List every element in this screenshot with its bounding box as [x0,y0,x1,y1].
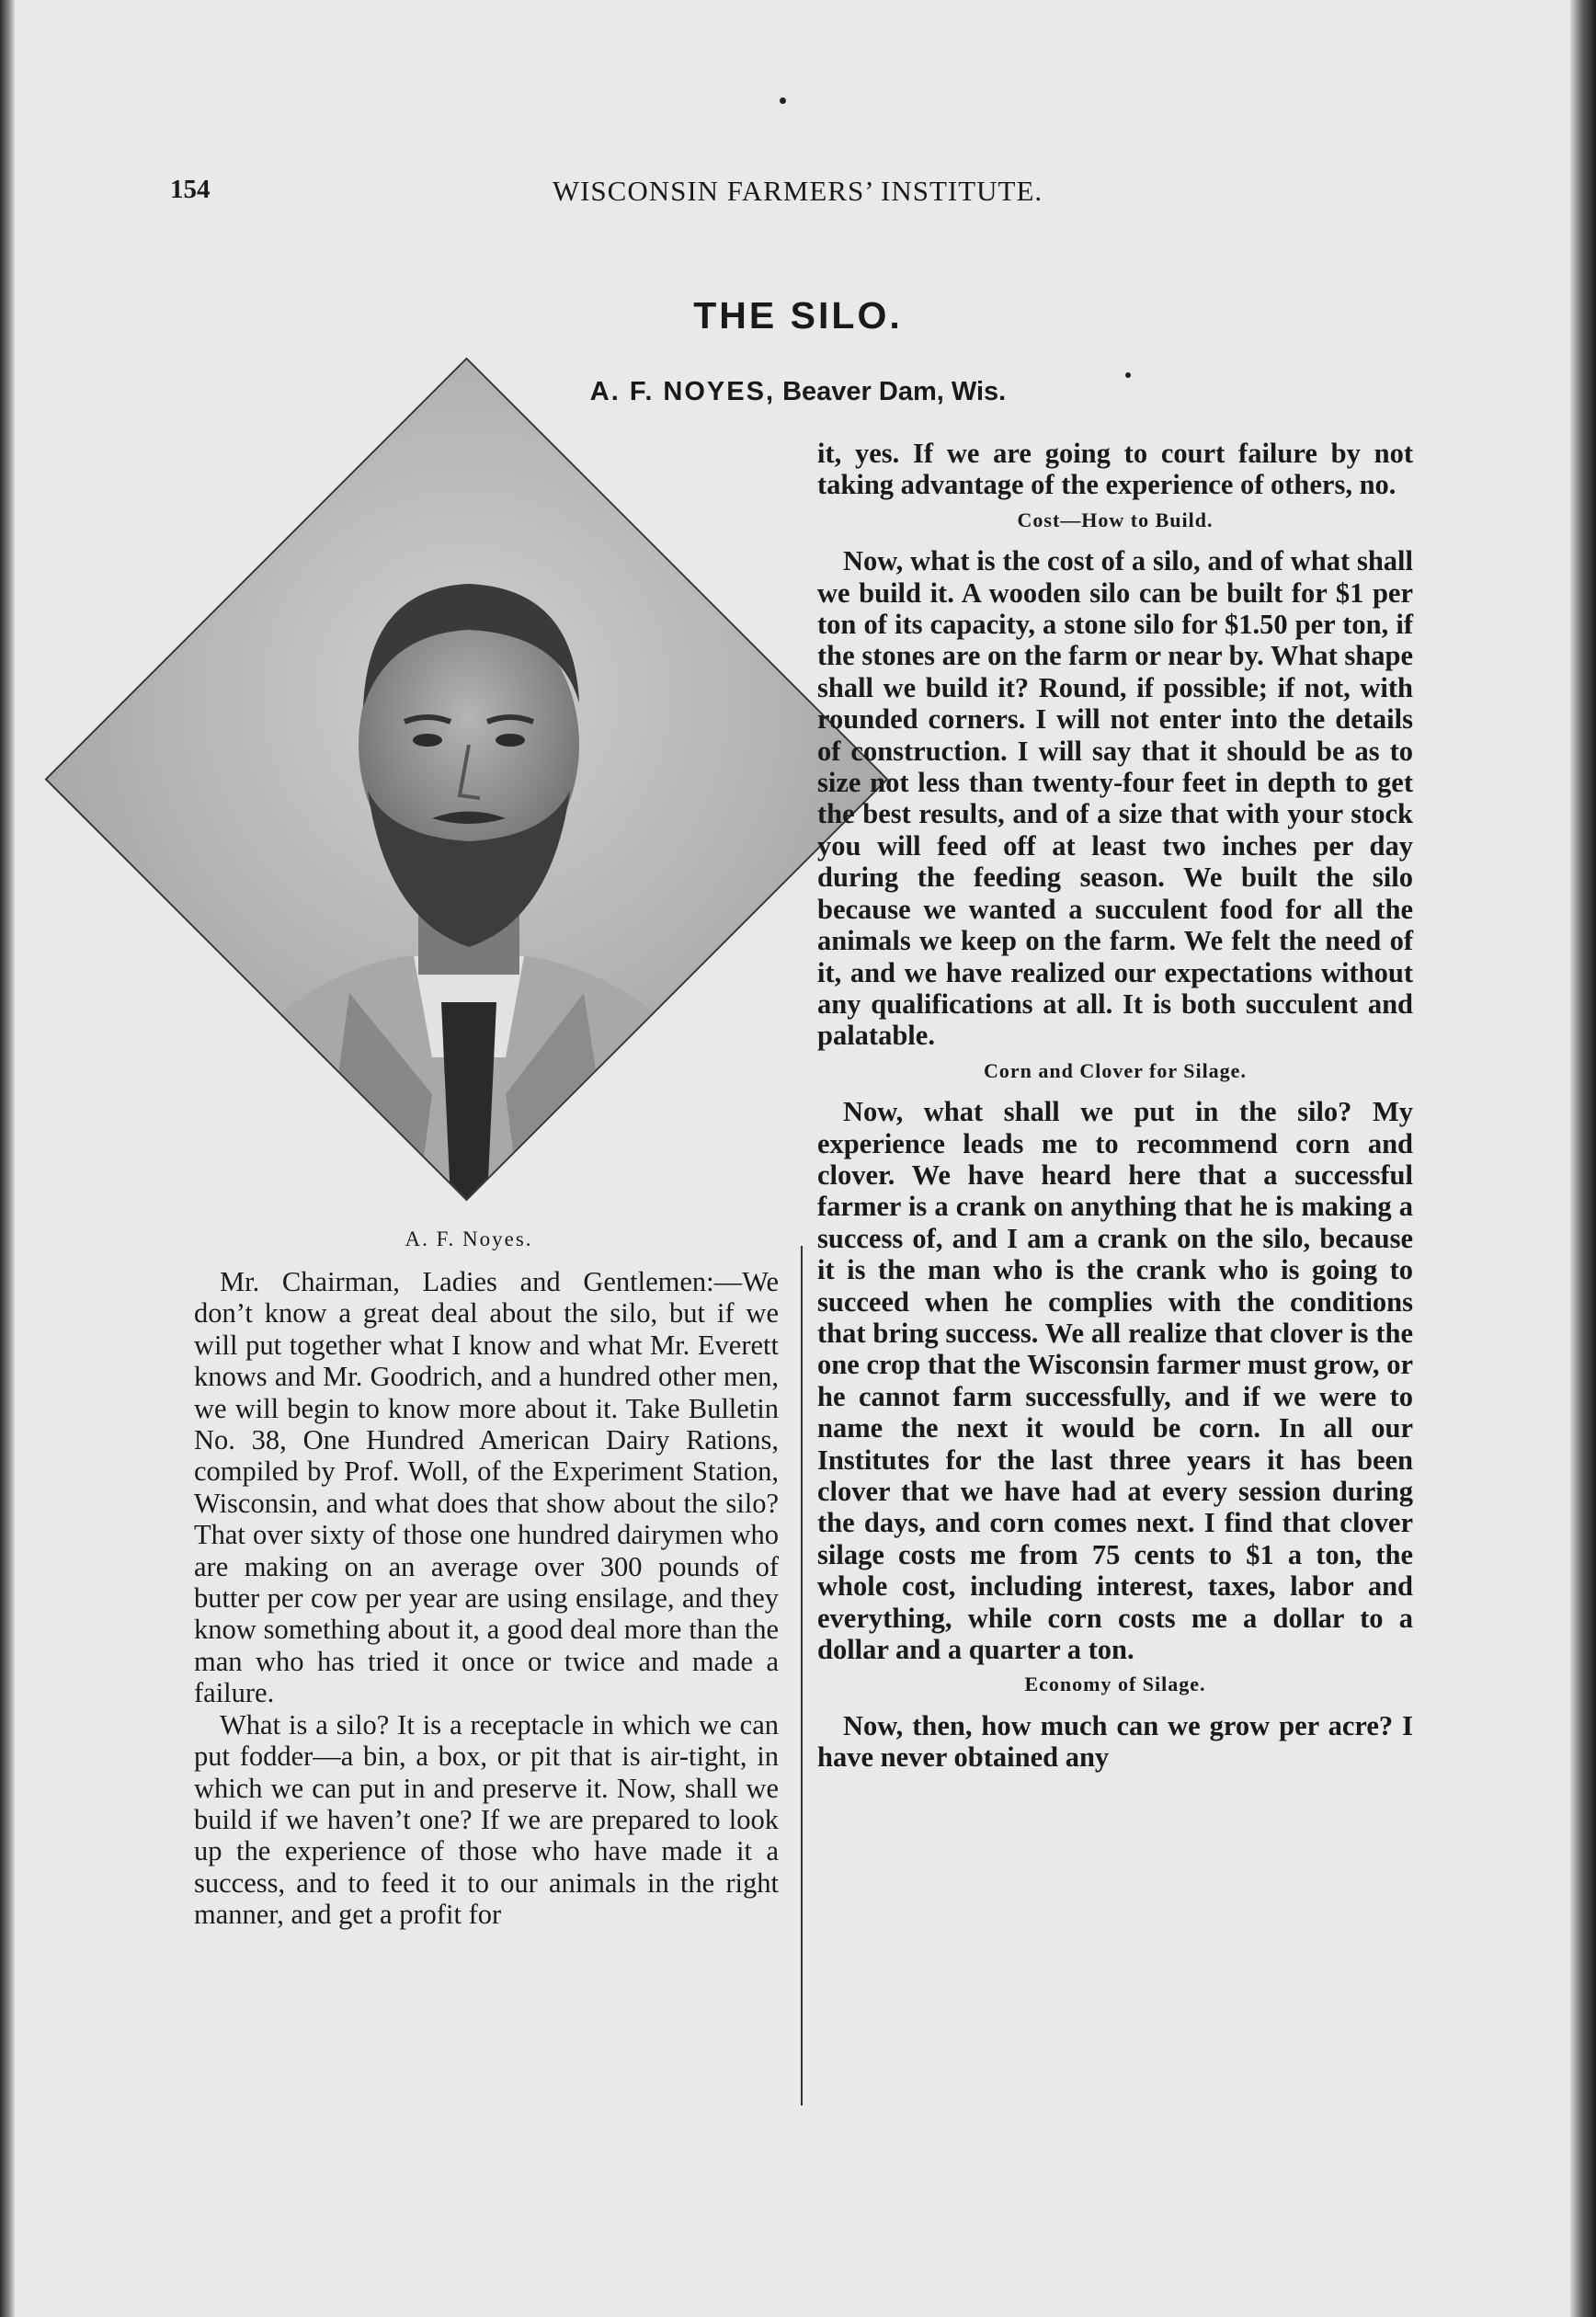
portrait-caption: A. F. Noyes. [405,1227,533,1250]
right-column [817,438,1413,1774]
article-title: THE SILO. [693,294,903,337]
section-heading: Economy of Silage. [1024,1672,1206,1696]
paragraph: Mr. Chairman, Ladies and Gentlemen:—We don’t know a great deal about the silo, but if we will put together what I know and what Mr. Everett knows and Mr. Goodrich, and a hundred other men, we will begin to know more about it. Take Bulletin No. 38, One Hundred American Dairy Rations, compiled by Prof. Woll, of the Experiment Station, Wisconsin, and what does that show about the silo? That over sixty of those one hundred dairymen who are making on an average over 300 pounds of butter per cow per year are using ensilage, and they know something about it, a good deal more than the man who has tried it once or twice and made a failure. [194,1266,779,1709]
author-name: A. F. NOYES, [589,377,776,406]
author-location: Beaver Dam, Wis. [782,377,1007,406]
running-head [170,175,1425,221]
section-heading: Corn and Clover for Silage. [984,1058,1247,1082]
page-edge-left [0,0,15,2317]
journal-title: WISCONSIN FARMERS’ INSTITUTE. [552,175,1043,207]
left-column [194,1266,779,1931]
paragraph-continuation: it, yes. If we are going to court failure by not taking advantage of the experience of others, no. [817,438,1413,501]
paragraph: What is a silo? It is a receptacle in which we can put fodder—a bin, a box, or pit that is air-tight, in which we can put in and preserve it. Now, shall we build if we haven’t one? If we are prepared to look up the experience of those who have made it a success, and to feed it to our animals in the right manner, and get a profit for [194,1708,779,1931]
paragraph: Now, what shall we put in the silo? My experience leads me to recommend corn and clover. We have heard here that a successful farmer is a crank on anything that he is making a success of, and I am a crank on the silo, because it is the man who is the crank who is going to succeed when he complies with the conditions that bring success. We all realize that clover is the one crop that the Wisconsin farmer must grow, or he cannot farm successfully, and if we were to name the next it would be corn. In all our Institutes for the last three years it has been clover that we have had at every session during the days, and corn comes next. I find that clover silage costs me from 75 cents to $1 a ton, the whole cost, including interest, taxes, labor and everything, while corn costs me a dollar to a dollar and a quarter a ton. [817,1096,1413,1666]
author-portrait [45,358,889,1202]
paragraph: Now, then, how much can we grow per acre? I have never obtained any [817,1709,1413,1774]
column-divider [801,1246,803,2106]
ink-speck [780,97,786,104]
page-edge-right [1570,0,1596,2317]
paragraph: Now, what is the cost of a silo, and of what shall we build it. A wooden silo can be built for $1 per ton of its capacity, a stone silo for $1.50 per ton, if the stones are on the farm or near by. What shape shall we build it? Round, if possible; if not, with rounded corners. I will not enter into the details of construction. I will say that it should be as to size not less than twenty-four feet in depth to get the best results, and of a size that with your stock you will feed off at least two inches per day during the feeding season. We built the silo because we wanted a succulent food for all the animals we keep on the farm. We felt the need of it, and we have realized our expectations without any qualifications at all. It is both succulent and palatable. [817,545,1413,1052]
portrait-illustration [46,359,887,1200]
byline [0,377,1596,407]
page-number: 154 [170,175,211,204]
section-heading: Cost—How to Build. [1017,508,1214,531]
